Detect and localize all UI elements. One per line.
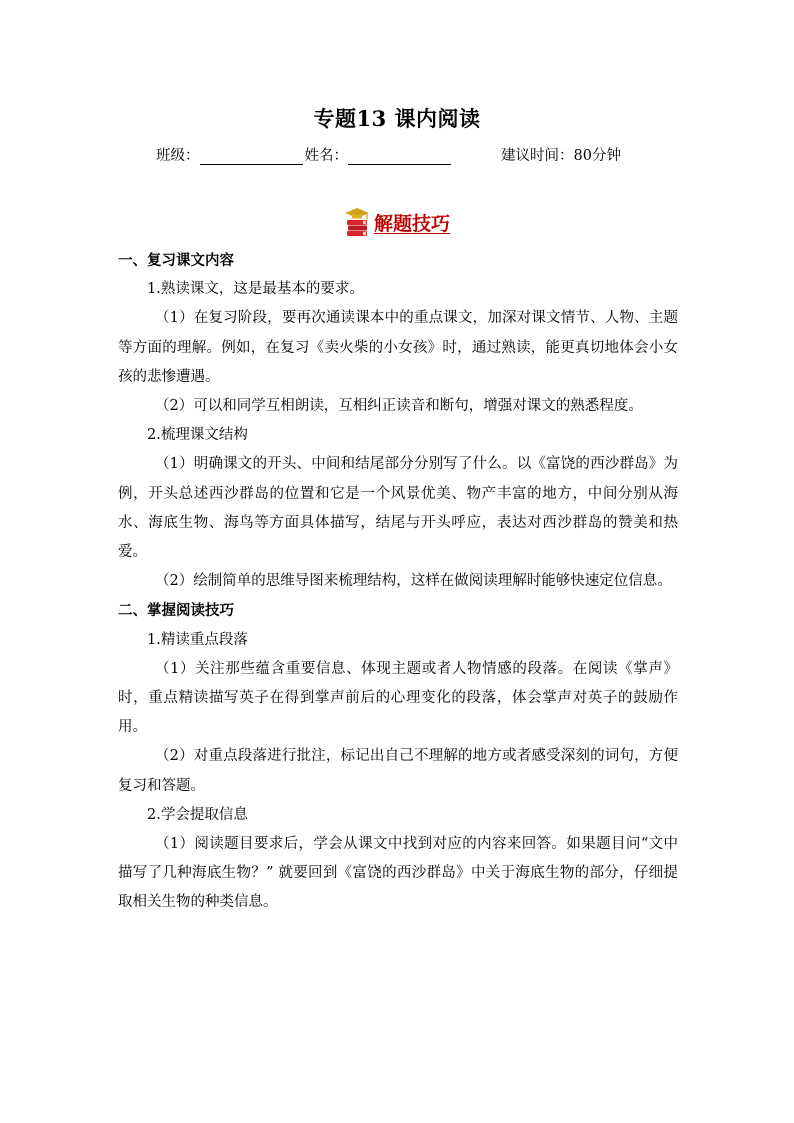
paragraph: （2）对重点段落进行批注，标记出自己不理解的地方或者感受深刻的词句，方便复习和答题。 (118, 748, 678, 794)
suggested-time: 建议时间：80分钟 (501, 148, 621, 164)
tips-banner (0, 207, 794, 237)
item-label: 2.梳理课文结构 (147, 427, 248, 444)
class-label: 班级： (156, 148, 200, 164)
section-heading: 二、掌握阅读技巧 (118, 602, 234, 620)
student-info-row (156, 144, 621, 165)
item-label: 1.精读重点段落 (147, 631, 248, 648)
paragraph: （1）在复习阶段，要再次通读课本中的重点课文，加深对课文情节、人物、主题等方面的理解。例如，在复习《卖火柴的小女孩》时，通过熟读，能更真切地体会小女孩的悲惨遭遇。 (118, 310, 678, 385)
paragraph: （1）明确课文的开头、中间和结尾部分分别写了什么。以《富饶的西沙群岛》为例，开头总述西沙群岛的位置和它是一个风景优美、物产丰富的地方，中间分别从海水、海底生物、海鸟等方面具体描写，结尾与开头呼应，表达对西沙群岛的赞美和热爱。 (118, 456, 678, 561)
paragraph: （2）可以和同学互相朗读，互相纠正读音和断句，增强对课文的熟悉程度。 (155, 398, 643, 415)
page-title: 专题13 课内阅读 (313, 106, 481, 131)
paragraph: （2）绘制简单的思维导图来梳理结构，这样在做阅读理解时能够快速定位信息。 (155, 573, 672, 590)
name-blank[interactable] (348, 148, 451, 165)
name-label: 姓名： (304, 148, 348, 164)
paragraph: （1）关注那些蕴含重要信息、体现主题或者人物情感的段落。在阅读《掌声》时，重点精读描写英子在得到掌声前后的心理变化的段落，体会掌声对英子的鼓励作用。 (118, 660, 678, 736)
book-stack-icon (344, 207, 370, 237)
paragraph: （1）阅读题目要求后，学会从课文中找到对应的内容来回答。如果题目问“文中描写了几种海底生物？” 就要回到《富饶的西沙群岛》中关于海底生物的部分，仔细提取相关生物的种类信息。 (118, 836, 678, 911)
banner-label: 解题技巧 (373, 212, 450, 235)
class-blank[interactable] (200, 148, 303, 165)
content-body (118, 246, 678, 918)
item-label: 2.学会提取信息 (147, 806, 248, 823)
section-heading: 一、复习课文内容 (118, 252, 234, 269)
item-label: 1.熟读课文，这是最基本的要求。 (147, 281, 364, 298)
